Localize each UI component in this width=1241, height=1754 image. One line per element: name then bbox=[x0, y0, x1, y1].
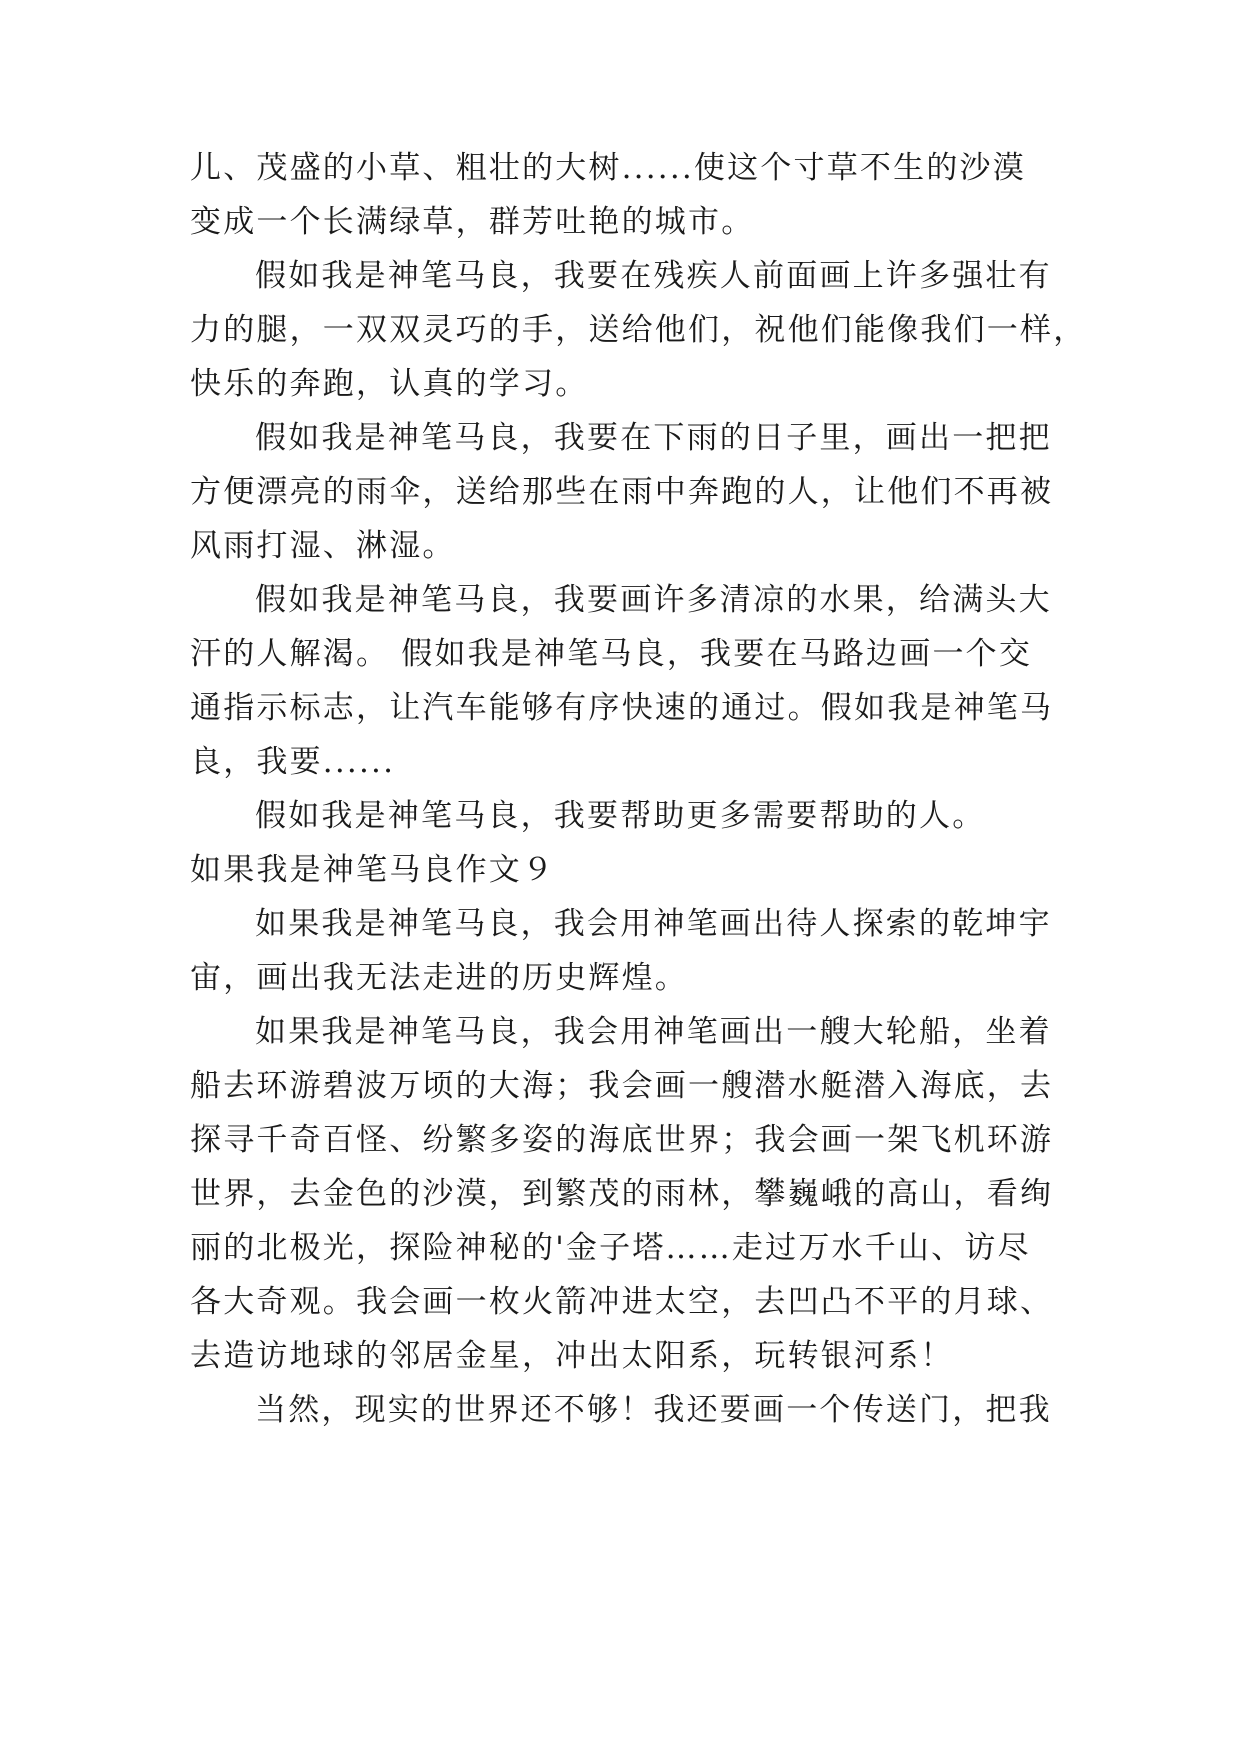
text-line: 去造访地球的邻居金星，冲出太阳系，玩转银河系！ bbox=[190, 1338, 954, 1374]
text-line: 汗的人解渴。 假如我是神笔马良，我要在马路边画一个交 bbox=[190, 636, 1033, 672]
paragraph-start-line: 如果我是神笔马良，我会用神笔画出一艘大轮船，坐着 bbox=[255, 1014, 1052, 1050]
paragraph-start-line: 假如我是神笔马良，我要画许多清凉的水果，给满头大 bbox=[255, 582, 1052, 618]
text-line: 世界，去金色的沙漠，到繁茂的雨林，攀巍峨的高山，看绚 bbox=[190, 1176, 1054, 1212]
text-line: 通指示标志，让汽车能够有序快速的通过。假如我是神笔马 bbox=[190, 690, 1054, 726]
paragraph-start-line: 当然，现实的世界还不够！我还要画一个传送门，把我 bbox=[255, 1392, 1052, 1428]
text-line: 宙，画出我无法走进的历史辉煌。 bbox=[190, 960, 688, 996]
text-line: 方便漂亮的雨伞，送给那些在雨中奔跑的人，让他们不再被 bbox=[190, 474, 1054, 510]
paragraph-start-line: 假如我是神笔马良，我要帮助更多需要帮助的人。 bbox=[255, 798, 986, 834]
text-line: 丽的北极光，探险神秘的'金子塔……走过万水千山、访尽 bbox=[190, 1230, 1031, 1266]
text-line: 快乐的奔跑，认真的学习。 bbox=[190, 366, 589, 402]
text-line: 力的腿，一双双灵巧的手，送给他们，祝他们能像我们一样， bbox=[190, 312, 1087, 348]
paragraph-start-line: 假如我是神笔马良，我要在残疾人前面画上许多强壮有 bbox=[255, 258, 1052, 294]
paragraph-start-line: 如果我是神笔马良，我会用神笔画出待人探索的乾坤宇 bbox=[255, 906, 1052, 942]
paragraph-start-line: 假如我是神笔马良，我要在下雨的日子里，画出一把把 bbox=[255, 420, 1052, 456]
text-line: 儿、茂盛的小草、粗壮的大树......使这个寸草不生的沙漠 bbox=[190, 150, 1026, 186]
text-line: 船去环游碧波万顷的大海；我会画一艘潜水艇潜入海底，去 bbox=[190, 1068, 1054, 1104]
text-line: 探寻千奇百怪、纷繁多姿的海底世界；我会画一架飞机环游 bbox=[190, 1122, 1054, 1158]
text-line: 良，我要...... bbox=[190, 744, 396, 780]
text-line: 变成一个长满绿草，群芳吐艳的城市。 bbox=[190, 204, 755, 240]
text-line: 风雨打湿、淋湿。 bbox=[190, 528, 456, 564]
text-line: 各大奇观。我会画一枚火箭冲进太空，去凹凸不平的月球、 bbox=[190, 1284, 1054, 1320]
section-heading: 如果我是神笔马良作文９ bbox=[190, 852, 556, 888]
